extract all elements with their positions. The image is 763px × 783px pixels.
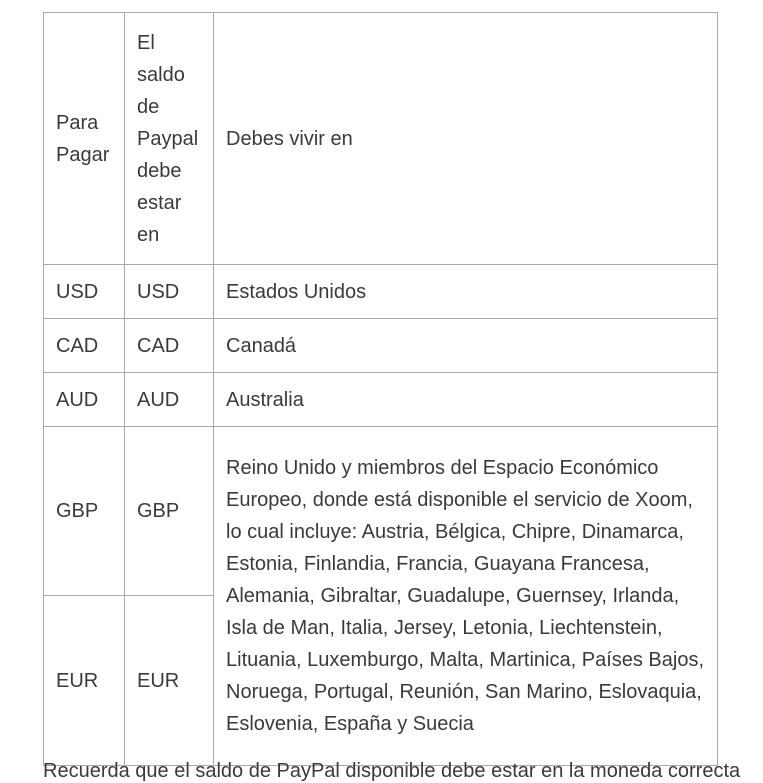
balance-currency-cell: USD bbox=[125, 265, 214, 319]
balance-currency-cell: GBP bbox=[125, 427, 214, 596]
table-row bbox=[44, 427, 718, 596]
pay-currency-cell: AUD bbox=[44, 373, 125, 427]
header-cell-country: Debes vivir en bbox=[214, 13, 718, 265]
pay-currency-cell: CAD bbox=[44, 319, 125, 373]
table-row bbox=[44, 265, 718, 319]
table-header-row bbox=[44, 13, 718, 265]
balance-currency-cell: EUR bbox=[125, 596, 214, 766]
merged-country-cell: Reino Unido y miembros del Espacio Económico Europeo, donde está disponible el servicio de Xoom, lo cual incluye: Austria, Bélgica, Chipre, Dinamarca, Estonia, Finlandia, Francia, Guayana Francesa, Alemania, Gibraltar, Guadalupe, Guernsey, Irlanda, Isla de Man, Italia, Jersey, Letonia, Liechtenstein, Lituania, Luxemburgo, Malta, Martinica, Países Bajos, Noruega, Portugal, Reunión, San Marino, Eslovaquia, Eslovenia, España y Suecia bbox=[214, 427, 718, 766]
header-cell-pay-currency: Para Pagar bbox=[44, 13, 125, 265]
country-cell: Australia bbox=[214, 373, 718, 427]
pay-currency-cell: USD bbox=[44, 265, 125, 319]
balance-currency-cell: CAD bbox=[125, 319, 214, 373]
pay-currency-cell: GBP bbox=[44, 427, 125, 596]
header-cell-balance-currency: El saldo de Paypal debe estar en bbox=[125, 13, 214, 265]
pay-currency-cell: EUR bbox=[44, 596, 125, 766]
balance-currency-cell: AUD bbox=[125, 373, 214, 427]
country-cell: Canadá bbox=[214, 319, 718, 373]
table-row bbox=[44, 373, 718, 427]
currency-requirements-table bbox=[43, 12, 718, 766]
cut-off-paragraph: Recuerda que el saldo de PayPal disponible debe estar en la moneda correcta bbox=[43, 760, 741, 782]
table-row bbox=[44, 319, 718, 373]
country-cell: Estados Unidos bbox=[214, 265, 718, 319]
